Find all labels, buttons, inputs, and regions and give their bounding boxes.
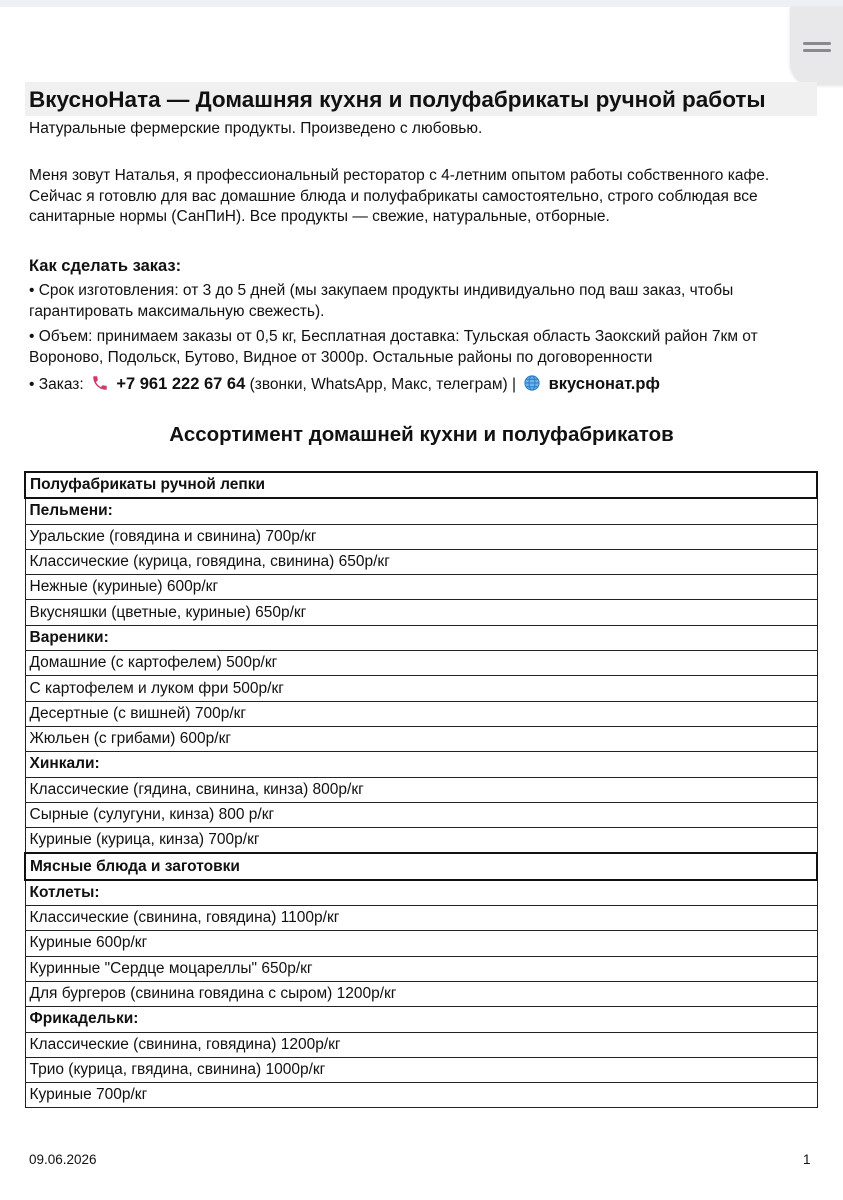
menu-item-label: Классические (курица, говядина, свинина) 650р/кг: [25, 549, 817, 574]
menu-item-row: [25, 726, 817, 751]
menu-category-label: Котлеты:: [25, 880, 817, 906]
menu-item-label: Сырные (сулугуни, кинза) 800 р/кг: [25, 802, 817, 827]
menu-item-row: [25, 981, 817, 1006]
menu-item-row: [25, 1057, 817, 1082]
menu-item-label: Классические (свинина, говядина) 1200р/кг: [25, 1032, 817, 1057]
page-subtitle: Натуральные фермерские продукты. Произведено с любовью.: [29, 120, 483, 137]
menu-category-label: Вареники:: [25, 625, 817, 650]
menu-item-row: [25, 1083, 817, 1108]
menu-item-label: Классические (гядина, свинина, кинза) 800р/кг: [25, 777, 817, 802]
menu-button[interactable]: [790, 7, 843, 85]
menu-category-label: Пельмени:: [25, 498, 817, 524]
menu-item-row: [25, 575, 817, 600]
phone-number-link[interactable]: +7 961 222 67 64: [116, 375, 246, 393]
menu-item-label: Для бургеров (свинина говядина с сыром) 1200р/кг: [25, 981, 817, 1006]
menu-category-label: Фрикадельки:: [25, 1007, 817, 1032]
menu-item-label: Вкусняшки (цветные, куриные) 650р/кг: [25, 600, 817, 625]
order-volume-text: • Объем: принимаем заказы от 0,5 кг, Бесплатная доставка: Тульская область Заокский район 7км от Вороново, Подольск, Бутово, Видное от 3000р. Остальные районы по договоренности: [29, 328, 758, 366]
menu-item-row: [25, 701, 817, 726]
top-bar: [0, 0, 843, 7]
menu-item-row: [25, 524, 817, 549]
menu-item-label: Трио (курица, гвядина, свинина) 1000р/кг: [25, 1057, 817, 1082]
menu-item-label: Жюльен (с грибами) 600р/кг: [25, 726, 817, 751]
menu-item-label: Куриные (курица, кинза) 700р/кг: [25, 828, 817, 854]
website-link[interactable]: вкуснонат.рф: [548, 375, 660, 393]
page-title: ВкусноНата — Домашняя кухня и полуфабрикаты ручной работы: [29, 87, 766, 112]
menu-item-row: [25, 906, 817, 931]
menu-item-row: [25, 651, 817, 676]
assortment-title: Ассортимент домашней кухни и полуфабрикатов: [169, 423, 674, 446]
menu-section-label: Полуфабрикаты ручной лепки: [25, 472, 817, 498]
contacts-note: (звонки, WhatsApp, Макс, телеграм) |: [249, 376, 517, 393]
menu-section-row: [25, 853, 817, 879]
menu-item-row: [25, 956, 817, 981]
order-label: • Заказ:: [29, 376, 84, 393]
menu-item-label: Классические (свинина, говядина) 1100р/кг: [25, 906, 817, 931]
menu-category-row: [25, 498, 817, 524]
footer-date: 09.06.2026: [29, 1152, 97, 1167]
menu-item-label: Куриные 600р/кг: [25, 931, 817, 956]
phone-icon: [91, 374, 109, 399]
menu-table: [24, 471, 818, 1108]
menu-category-row: [25, 625, 817, 650]
menu-category-row: [25, 1007, 817, 1032]
menu-item-row: [25, 802, 817, 827]
how-to-order-heading: Как сделать заказ:: [29, 257, 182, 275]
menu-item-label: Куриные 700р/кг: [25, 1083, 817, 1108]
menu-item-label: Куринные "Сердце моцареллы" 650р/кг: [25, 956, 817, 981]
menu-item-row: [25, 931, 817, 956]
menu-item-row: [25, 549, 817, 574]
order-term-text: • Срок изготовления: от 3 до 5 дней (мы закупаем продукты индивидуально под ваш заказ, чтобы гарантировать максимальную свежесть).: [29, 282, 734, 320]
menu-item-row: [25, 676, 817, 701]
menu-item-row: [25, 600, 817, 625]
menu-item-row: [25, 777, 817, 802]
menu-item-label: Нежные (куриные) 600р/кг: [25, 575, 817, 600]
menu-item-row: [25, 828, 817, 854]
menu-category-row: [25, 880, 817, 906]
menu-section-row: [25, 472, 817, 498]
globe-icon: [523, 374, 541, 399]
menu-item-label: Домашние (с картофелем) 500р/кг: [25, 651, 817, 676]
order-contacts: [29, 374, 819, 399]
menu-item-label: Десертные (с вишней) 700р/кг: [25, 701, 817, 726]
menu-item-row: [25, 1032, 817, 1057]
menu-section-label: Мясные блюда и заготовки: [25, 853, 817, 879]
intro-paragraph: Меня зовут Наталья, я профессиональный ресторатор с 4-летним опытом работы собственного кафе. Сейчас я готовлю для вас домашние блюда и полуфабрикаты самостоятельно, строго соблюдая все санитарные нормы (СанПиН). Все продукты — свежие, натуральные, отборные.: [29, 167, 770, 225]
menu-category-row: [25, 752, 817, 777]
menu-item-label: Уральские (говядина и свинина) 700р/кг: [25, 524, 817, 549]
menu-category-label: Хинкали:: [25, 752, 817, 777]
hamburger-line-icon: [803, 42, 831, 45]
hamburger-line-icon: [803, 49, 831, 52]
menu-item-label: С картофелем и луком фри 500р/кг: [25, 676, 817, 701]
page-number: 1: [803, 1152, 811, 1167]
